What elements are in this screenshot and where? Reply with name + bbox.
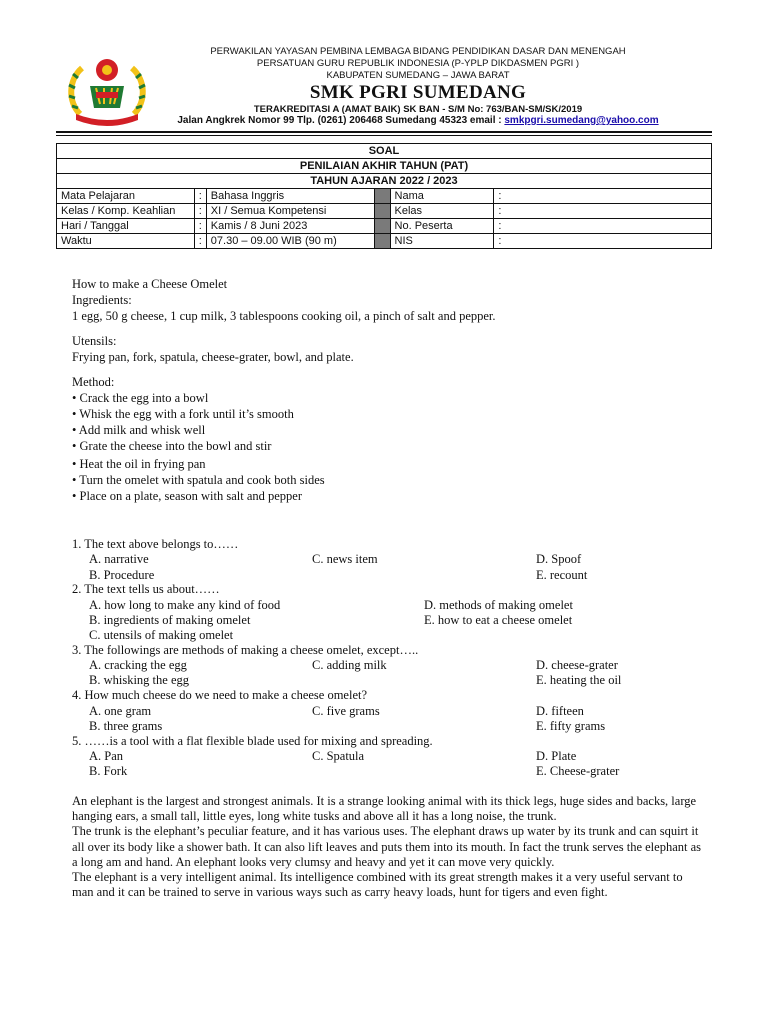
student-name-field[interactable]: : xyxy=(494,189,712,204)
method-label: Method: xyxy=(72,375,115,389)
option-1b[interactable]: B. Procedure xyxy=(89,568,155,582)
option-4b[interactable]: B. three grams xyxy=(89,719,163,733)
option-5b[interactable]: B. Fork xyxy=(89,764,128,778)
info-label: Mata Pelajaran xyxy=(57,189,195,204)
option-1a[interactable]: A. narrative xyxy=(89,552,149,566)
method-step: • Heat the oil in frying pan xyxy=(72,457,206,471)
info-value: Kamis / 8 Juni 2023 xyxy=(206,219,374,234)
passage-paragraph: The trunk is the elephant’s peculiar feature, and it has various uses. The elephant draws up water by its trunk and can squirt it all over its body like a shower bath. It can also lift leaves and puts them into its mouth. In fact the trunk serves the elephant as a long am and hand. An elephant looks very clumsy and heavy and yet it can move very quickly. xyxy=(72,824,702,869)
student-field-label: No. Peserta xyxy=(390,219,494,234)
passage-paragraph: An elephant is the largest and strongest animals. It is a strange looking animal with its thick legs, huge sides and backs, large hanging ears, a small tall, little eyes, long white tusks and above all it has a long noise, the trunk. xyxy=(72,794,697,824)
option-2c[interactable]: C. utensils of making omelet xyxy=(89,628,234,642)
colon: : xyxy=(194,189,206,204)
question-5: 5. ……is a tool with a flat flexible blade used for mixing and spreading. xyxy=(72,734,433,748)
method-step: • Grate the cheese into the bowl and stir xyxy=(72,439,272,453)
info-row xyxy=(57,219,712,234)
pgri-logo xyxy=(66,56,148,126)
shaded-divider xyxy=(374,189,390,204)
student-field-label: NIS xyxy=(390,234,494,249)
method-step: • Place on a plate, season with salt and pepper xyxy=(72,489,302,503)
school-name: SMK PGRI SUMEDANG xyxy=(309,82,527,103)
option-2b[interactable]: B. ingredients of making omelet xyxy=(89,613,251,627)
method-step: • Turn the omelet with spatula and cook both sides xyxy=(72,473,325,487)
header-rule-thick xyxy=(56,131,712,133)
shaded-divider xyxy=(374,234,390,249)
ingredients-text: 1 egg, 50 g cheese, 1 cup milk, 3 tablespoons cooking oil, a pinch of salt and pepper. xyxy=(72,309,496,323)
exam-title-pat: PENILAIAN AKHIR TAHUN (PAT) xyxy=(57,159,712,174)
option-3c[interactable]: C. adding milk xyxy=(312,658,387,672)
recipe-title: How to make a Cheese Omelet xyxy=(72,277,228,291)
option-3a[interactable]: A. cracking the egg xyxy=(89,658,187,672)
info-label: Hari / Tanggal xyxy=(57,219,195,234)
info-value: Bahasa Inggris xyxy=(206,189,374,204)
option-1d[interactable]: D. Spoof xyxy=(536,552,582,566)
exam-info-table xyxy=(56,143,712,249)
option-2e[interactable]: E. how to eat a cheese omelet xyxy=(424,613,573,627)
colon: : xyxy=(194,204,206,219)
option-3d[interactable]: D. cheese-grater xyxy=(536,658,618,672)
student-field-label: Kelas xyxy=(390,204,494,219)
question-3: 3. The followings are methods of making a cheese omelet, except….. xyxy=(72,643,419,657)
option-5d[interactable]: D. Plate xyxy=(536,749,577,763)
utensils-label: Utensils: xyxy=(72,334,117,348)
header-rule-thin xyxy=(56,135,712,136)
option-5a[interactable]: A. Pan xyxy=(89,749,124,763)
passage-paragraph: The elephant is a very intelligent animal. Its intelligence combined with its great strength makes it a very useful servant to man and it can be trained to serve in various ways such as carry heavy loads, hunt for tigers and even fight. xyxy=(72,870,683,900)
ingredients-label: Ingredients: xyxy=(72,293,132,307)
letterhead-line-3: KABUPATEN SUMEDANG – JAWA BARAT xyxy=(326,70,510,81)
option-2d[interactable]: D. methods of making omelet xyxy=(424,598,573,612)
info-label: Waktu xyxy=(57,234,195,249)
colon: : xyxy=(194,219,206,234)
question-2: 2. The text tells us about…… xyxy=(72,582,220,596)
option-4d[interactable]: D. fifteen xyxy=(536,704,584,718)
question-1: 1. The text above belongs to…… xyxy=(72,537,239,551)
option-5c[interactable]: C. Spatula xyxy=(312,749,365,763)
option-3e[interactable]: E. heating the oil xyxy=(536,673,622,687)
participant-number-field[interactable]: : xyxy=(494,219,712,234)
elephant-passage xyxy=(72,794,702,900)
question-4: 4. How much cheese do we need to make a cheese omelet? xyxy=(72,688,368,702)
shaded-divider xyxy=(374,204,390,219)
address-text: Jalan Angkrek Nomor 99 Tlp. (0261) 206468 Sumedang 45323 email : xyxy=(177,115,505,126)
letterhead-line-2: PERSATUAN GURU REPUBLIK INDONESIA (P-YPLP DIKDASMEN PGRI ) xyxy=(256,58,580,69)
option-2a[interactable]: A. how long to make any kind of food xyxy=(89,598,281,612)
info-row xyxy=(57,234,712,249)
student-field-label: Nama xyxy=(390,189,494,204)
info-row xyxy=(57,189,712,204)
option-3b[interactable]: B. whisking the egg xyxy=(89,673,189,687)
info-label: Kelas / Komp. Keahlian xyxy=(57,204,195,219)
method-step: • Add milk and whisk well xyxy=(72,423,206,437)
option-1c[interactable]: C. news item xyxy=(312,552,378,566)
colon: : xyxy=(194,234,206,249)
method-step: • Whisk the egg with a fork until it’s smooth xyxy=(72,407,294,421)
utensils-text: Frying pan, fork, spatula, cheese-grater, bowl, and plate. xyxy=(72,350,354,364)
info-value: XI / Semua Kompetensi xyxy=(206,204,374,219)
info-value: 07.30 – 09.00 WIB (90 m) xyxy=(206,234,374,249)
option-4e[interactable]: E. fifty grams xyxy=(536,719,606,733)
option-5e[interactable]: E. Cheese-grater xyxy=(536,764,620,778)
student-class-field[interactable]: : xyxy=(494,204,712,219)
email-link[interactable]: smkpgri.sumedang@yahoo.com xyxy=(504,115,659,126)
exam-title-year: TAHUN AJARAN 2022 / 2023 xyxy=(57,174,712,189)
option-4c[interactable]: C. five grams xyxy=(312,704,380,718)
exam-title-soal: SOAL xyxy=(57,144,712,159)
nis-field[interactable]: : xyxy=(494,234,712,249)
address-line xyxy=(140,115,696,126)
letterhead-line-1: PERWAKILAN YAYASAN PEMBINA LEMBAGA BIDANG PENDIDIKAN DASAR DAN MENENGAH xyxy=(210,46,626,57)
option-4a[interactable]: A. one gram xyxy=(89,704,152,718)
accreditation-line: TERAKREDITASI A (AMAT BAIK) SK BAN - S/M No: 763/BAN-SM/SK/2019 xyxy=(253,104,583,115)
option-1e[interactable]: E. recount xyxy=(536,568,588,582)
method-step: • Crack the egg into a bowl xyxy=(72,391,209,405)
shaded-divider xyxy=(374,219,390,234)
info-row xyxy=(57,204,712,219)
